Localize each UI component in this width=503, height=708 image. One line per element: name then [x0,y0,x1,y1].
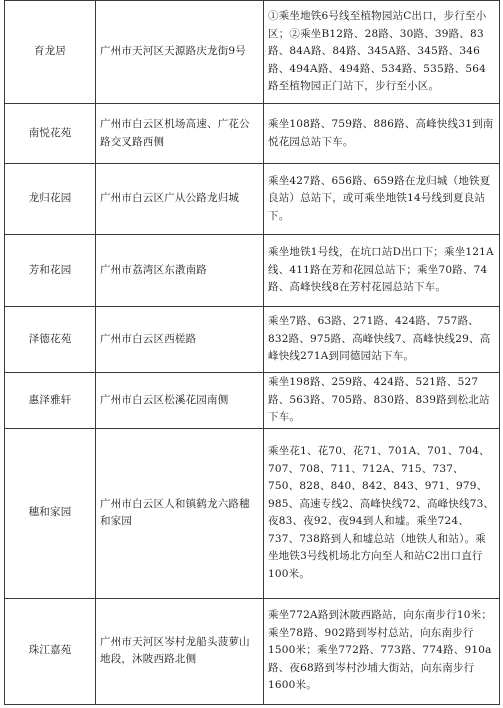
estate-address: 广州市荔湾区东漖南路 [96,235,264,307]
transport-route: 乘坐108路、759路、886路、高峰快线31到南悦花园总站下车。 [264,104,500,164]
estate-address: 广州市白云区人和镇鹤龙六路穗和家园 [96,428,264,598]
estate-address: 广州市白云区机场高速、广花公路交叉路西侧 [96,104,264,164]
transport-route: 乘坐7路、63路、271路、424路、757路、832路、975路、高峰快线7、高峰快线29、高峰快线271A到同德园站下车。 [264,307,500,373]
table-row [5,428,500,598]
table-row [5,235,500,307]
transport-route: 乘坐地铁1号线，在坑口站D出口下；乘坐121A线、411路在芳和花园总站下；乘坐70路、74路、高峰快线8在芳村花园总站下车。 [264,235,500,307]
estate-name: 惠泽雅轩 [5,373,96,429]
transport-route: 乘坐772A路到沐陂西路站，向东南步行10米；乘坐78路、902路到岑村总站，向东南步行1500米；乘坐772路、773路、774路、910a路、夜68路到岑村沙埔大街站，向东南步行1600米。 [264,598,500,704]
estate-address: 广州市白云区松溪花园南侧 [96,373,264,429]
table-row [5,164,500,235]
estate-name: 龙归花园 [5,164,96,235]
housing-table [4,0,500,705]
transport-route: ①乘坐地铁6号线至植物园站C出口，步行至小区；②乘坐B12路、28路、30路、39路、83路、84A路、84路、345A路、345路、346路、494A路、494路、534路、535路、564路至植物园正门站下，步行至小区。 [264,1,500,104]
transport-route: 乘坐427路、656路、659路在龙归城（地铁夏良站）总站下，或可乘坐地铁14号线到夏良站下。 [264,164,500,235]
table-row [5,598,500,704]
table-row [5,104,500,164]
estate-name: 泽德花苑 [5,307,96,373]
estate-name: 芳和花园 [5,235,96,307]
table-row [5,373,500,429]
estate-address: 广州市白云区广从公路龙归城 [96,164,264,235]
estate-name: 穗和家园 [5,428,96,598]
estate-address: 广州市天河区岑村龙船头菠萝山地段，沐陂西路北侧 [96,598,264,704]
table-row [5,1,500,104]
estate-name: 珠江嘉苑 [5,598,96,704]
transport-route: 乘坐花1、花70、花71、701A、701、704、707、708、711、712A、715、737、750、828、840、842、843、971、979、985、高速专线2、高峰快线72、高峰快线73、夜83、夜92、夜94到人和墟。乘坐724、737、738路到人和墟总站（地铁人和站）。乘坐地铁3号线机场北方向至人和站C2出口直行100米。 [264,428,500,598]
estate-name: 南悦花苑 [5,104,96,164]
estate-name: 育龙居 [5,1,96,104]
table-row [5,307,500,373]
estate-address: 广州市白云区西槎路 [96,307,264,373]
transport-route: 乘坐198路、259路、424路、521路、527路、563路、705路、830路、839路到松北站下车。 [264,373,500,429]
estate-address: 广州市天河区天源路庆龙街9号 [96,1,264,104]
